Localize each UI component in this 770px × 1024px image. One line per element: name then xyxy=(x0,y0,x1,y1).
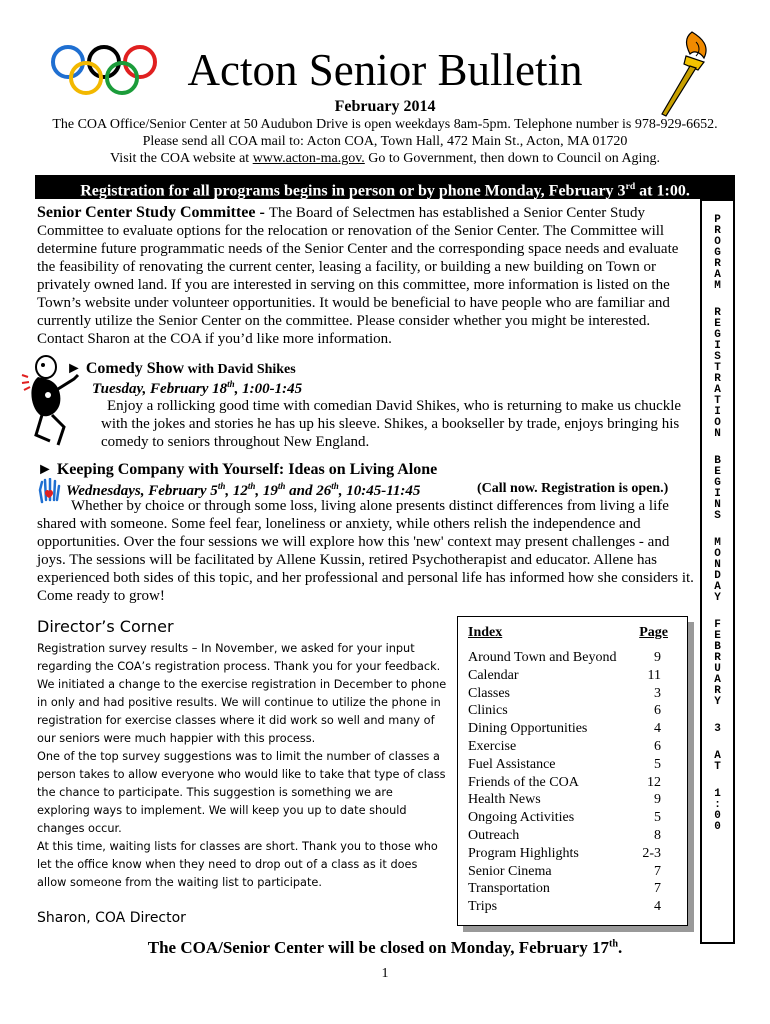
date-part: and 26 xyxy=(285,483,332,499)
side-banner-letter: B xyxy=(714,455,721,467)
date-part: Wednesdays, February 5 xyxy=(66,483,218,499)
side-banner-word xyxy=(702,724,733,735)
index-row xyxy=(468,898,661,916)
index-heading: Index xyxy=(468,625,503,640)
committee-body: The Board of Selectmen has established a Senior Center Study Committee to evaluate options for the relocation or renovation of the Senior Center. The Committee will determine future programmatic needs of the Senior Center and the corresponding space needs and evaluate the feasibility of renovating the current center, leasing a facility, or building a new building on Town or privately owned land. If you are interested in serving on this committee, more information is listed on the Town’s website under volunteer opportunities. It would be beneficial to have people who are familiar and currently utilize the Senior Center on the committee. Please consider whether you might be interested. Contact Sharon at the COA if you’d like more information. xyxy=(37,205,679,347)
side-banner-letter: P xyxy=(714,214,721,226)
website-prefix: Visit the COA website at xyxy=(110,151,253,166)
side-banner-letter: T xyxy=(714,362,721,374)
director-paragraph: Registration survey results – In November, we asked for your input regarding the COA’s registration process. Thank you for your feedback. We initiated a change to the exercise registration in December to phone in only and had positive results. We will continue to utilize the phone in registration for exercise classes where it did work so well and many of our seniors were much happier with this process. xyxy=(37,642,447,745)
comedy-date-time: , 1:00-1:45 xyxy=(234,381,303,397)
website-link[interactable]: www.acton-ma.gov. xyxy=(252,151,365,166)
index-row-label: Outreach xyxy=(468,828,520,843)
index-row-page: 4 xyxy=(654,899,661,915)
closure-sup: th xyxy=(608,938,619,950)
index-row-page: 5 xyxy=(654,756,661,772)
index-row-page: 11 xyxy=(647,667,661,683)
office-info-line: The COA Office/Senior Center at 50 Audubon Drive is open weekdays 8am-5pm. Telephone number is 978-929-6652. xyxy=(52,117,718,132)
side-banner-letter: R xyxy=(714,258,721,270)
index-row-label: Classes xyxy=(468,685,510,701)
director-signature: Sharon, COA Director xyxy=(37,910,186,926)
side-banner-letter: I xyxy=(714,406,721,418)
arrow-right-icon: ► xyxy=(37,461,53,478)
side-banner-letter: M xyxy=(714,537,721,549)
index-row-label: Around Town and Beyond xyxy=(468,650,617,665)
living-alone-title: Keeping Company with Yourself: Ideas on Living Alone xyxy=(56,461,438,478)
side-banner-letter: A xyxy=(714,581,721,593)
side-banner-letter: R xyxy=(714,652,721,664)
side-banner-letter: 1 xyxy=(714,788,721,800)
side-banner-letter: S xyxy=(714,510,721,522)
side-banner-letter: 0 xyxy=(714,810,721,822)
directors-corner-body xyxy=(37,640,447,892)
side-banner-letter: E xyxy=(714,630,721,642)
index-row xyxy=(468,827,661,845)
date-part: , 10:45-11:45 xyxy=(338,483,421,499)
comedy-date-sup: th xyxy=(227,379,235,389)
director-paragraph: One of the top survey suggestions was to limit the number of classes a person takes to allow everyone who would like to take that type of class the chance to participate. This suggestion is something we are exploring ways to implement. We will keep you up to date should changes occur. xyxy=(37,750,446,835)
date-part: , 12 xyxy=(225,483,248,499)
side-banner-letter: A xyxy=(714,750,721,762)
side-banner-letter: G xyxy=(714,477,721,489)
page-number: 1 xyxy=(381,966,389,981)
side-banner-letter: M xyxy=(714,280,721,292)
registration-open-note: (Call now. Registration is open.) xyxy=(477,481,669,496)
side-banner-letter: S xyxy=(714,351,721,363)
side-banner-letter: 3 xyxy=(714,723,721,735)
index-row-page: 6 xyxy=(654,703,661,719)
comedy-title: Comedy Show xyxy=(85,360,185,377)
index-row xyxy=(468,685,661,703)
date-sup: th xyxy=(247,481,256,491)
index-row xyxy=(468,720,661,738)
registration-time: at 1:00. xyxy=(635,182,690,200)
index-row-page: 4 xyxy=(654,721,661,737)
side-banner-word xyxy=(702,620,733,708)
side-banner-letter: I xyxy=(714,488,721,500)
index-row xyxy=(468,702,661,720)
date-sup: th xyxy=(277,481,286,491)
side-banner-letter: N xyxy=(714,428,721,440)
index-row-page: 12 xyxy=(647,774,661,790)
index-row xyxy=(468,791,661,809)
index-row xyxy=(468,738,661,756)
date-part: , 19 xyxy=(255,483,278,499)
side-banner-letter: O xyxy=(714,236,721,248)
side-banner-letter: I xyxy=(714,340,721,352)
comedy-performer: with David Shikes xyxy=(184,362,296,377)
index-row-label: Ongoing Activities xyxy=(468,810,575,826)
index-row-label: Exercise xyxy=(468,739,517,754)
website-suffix: Go to Government, then down to Council on Aging. xyxy=(364,151,660,166)
index-page-heading: Page xyxy=(639,625,668,640)
index-row-page: 2-3 xyxy=(642,845,661,861)
side-banner-letter: : xyxy=(714,799,721,811)
index-row-label: Program Highlights xyxy=(468,845,579,861)
mail-info-line: Please send all COA mail to: Acton COA, Town Hall, 472 Main St., Acton, MA 01720 xyxy=(142,134,628,149)
bulletin-month: February 2014 xyxy=(334,98,436,115)
index-row xyxy=(468,845,661,863)
closure-period: . xyxy=(618,938,623,957)
index-row-page: 9 xyxy=(654,650,661,665)
side-banner-letter: T xyxy=(714,761,721,773)
living-alone-description xyxy=(37,497,699,605)
index-row-label: Fuel Assistance xyxy=(468,756,556,772)
side-banner-letter: G xyxy=(714,329,721,341)
comedy-heading xyxy=(66,360,296,378)
index-row-label: Trips xyxy=(468,899,498,915)
side-banner-letter: Y xyxy=(714,696,721,708)
side-banner-letter: G xyxy=(714,247,721,259)
side-banner-letter: R xyxy=(714,225,721,237)
living-alone-body-text: Whether by choice or through some loss, living alone presents distinct differences from living a life shared with someone. Some feel fear, loneliness or anxiety, while others relish the independence and opportunities. Over the four sessions we will explore how this 'new' context may present challenges - and joys. The sessions will be facilitated by Allene Kussin, retired Psychotherapist and educator. Allene has experienced both sides of this topic, and her professional and personal life has informed how she considers it. Come ready to grow! xyxy=(37,498,694,604)
side-banner-letter: A xyxy=(714,384,721,396)
side-banner-letter: N xyxy=(714,499,721,511)
side-banner-word xyxy=(702,456,733,522)
side-banner-letter: F xyxy=(714,619,721,631)
comedy-body-text: Enjoy a rollicking good time with comedian David Shikes, who is returning to make us chuckle with the jokes and stories he has up his sleeve. Shikes, a bookseller by trade, enjoys bringing his comedy to seniors throughout New England. xyxy=(101,398,682,450)
side-banner-word xyxy=(702,751,733,773)
side-banner-letter: D xyxy=(714,570,721,582)
side-banner-letter: A xyxy=(714,269,721,281)
index-row-label: Dining Opportunities xyxy=(468,721,588,737)
comedy-date xyxy=(92,379,302,398)
index-row-label: Transportation xyxy=(468,881,550,897)
index-row-page: 8 xyxy=(654,828,661,843)
side-banner-letter: Y xyxy=(714,592,721,604)
closure-text: The COA/Senior Center will be closed on Monday, February 17 xyxy=(147,938,609,957)
side-banner-letter: O xyxy=(714,548,721,560)
side-banner-word xyxy=(702,215,733,292)
index-header xyxy=(468,625,668,641)
side-banner-word xyxy=(702,789,733,833)
index-row xyxy=(468,756,661,774)
index-row-label: Friends of the COA xyxy=(468,774,579,790)
index-row xyxy=(468,863,661,881)
side-banner-letter: 0 xyxy=(714,821,721,833)
director-paragraph: At this time, waiting lists for classes are short. Thank you to those who let the office know when they need to drop out of a class as it does allow someone from the waiting list to participate. xyxy=(37,840,438,889)
index-row-page: 5 xyxy=(654,810,661,826)
side-banner-word xyxy=(702,538,733,604)
index-row-page: 3 xyxy=(654,685,661,701)
side-banner-letter: U xyxy=(714,663,721,675)
registration-sup: rd xyxy=(625,181,636,192)
index-box xyxy=(457,616,688,926)
bulletin-title: Acton Senior Bulletin xyxy=(187,45,583,95)
registration-banner xyxy=(35,175,735,199)
index-row-label: Senior Cinema xyxy=(468,863,552,879)
side-banner-letter: T xyxy=(714,395,721,407)
index-row-page: 6 xyxy=(654,739,661,754)
side-banner-letter: A xyxy=(714,674,721,686)
comedy-description xyxy=(101,397,699,451)
website-info-line xyxy=(0,150,770,168)
index-row-label: Clinics xyxy=(468,703,508,719)
registration-text: Registration for all programs begins in person or by phone Monday, February 3 xyxy=(80,182,626,200)
side-banner-letter: E xyxy=(714,318,721,330)
side-banner-letter: R xyxy=(714,307,721,319)
arrow-right-icon: ► xyxy=(66,360,82,377)
index-row xyxy=(468,649,661,667)
index-row xyxy=(468,774,661,792)
index-row-page: 9 xyxy=(654,792,661,808)
side-banner-letter: B xyxy=(714,641,721,653)
index-row xyxy=(468,809,661,827)
date-sup: th xyxy=(217,481,226,491)
index-row-label: Health News xyxy=(468,792,541,808)
index-row-page: 7 xyxy=(654,881,661,897)
index-row xyxy=(468,880,661,898)
date-sup: th xyxy=(331,481,339,491)
closure-notice xyxy=(0,938,770,958)
study-committee-section xyxy=(37,204,699,348)
side-banner-letter: O xyxy=(714,417,721,429)
side-banner-word xyxy=(702,308,733,440)
comedy-date-day: Tuesday, February 18 xyxy=(92,381,228,397)
living-alone-heading xyxy=(37,461,437,479)
directors-corner-heading: Director’s Corner xyxy=(37,617,174,636)
index-row-page: 7 xyxy=(654,863,661,879)
side-banner-letter: N xyxy=(714,559,721,571)
committee-heading: Senior Center Study Committee - xyxy=(37,204,269,221)
side-banner-letter: R xyxy=(714,685,721,697)
index-row xyxy=(468,667,661,685)
side-banner-letter: R xyxy=(714,373,721,385)
side-banner-letter: E xyxy=(714,466,721,478)
index-row-label: Calendar xyxy=(468,667,519,683)
side-registration-banner xyxy=(700,199,735,944)
